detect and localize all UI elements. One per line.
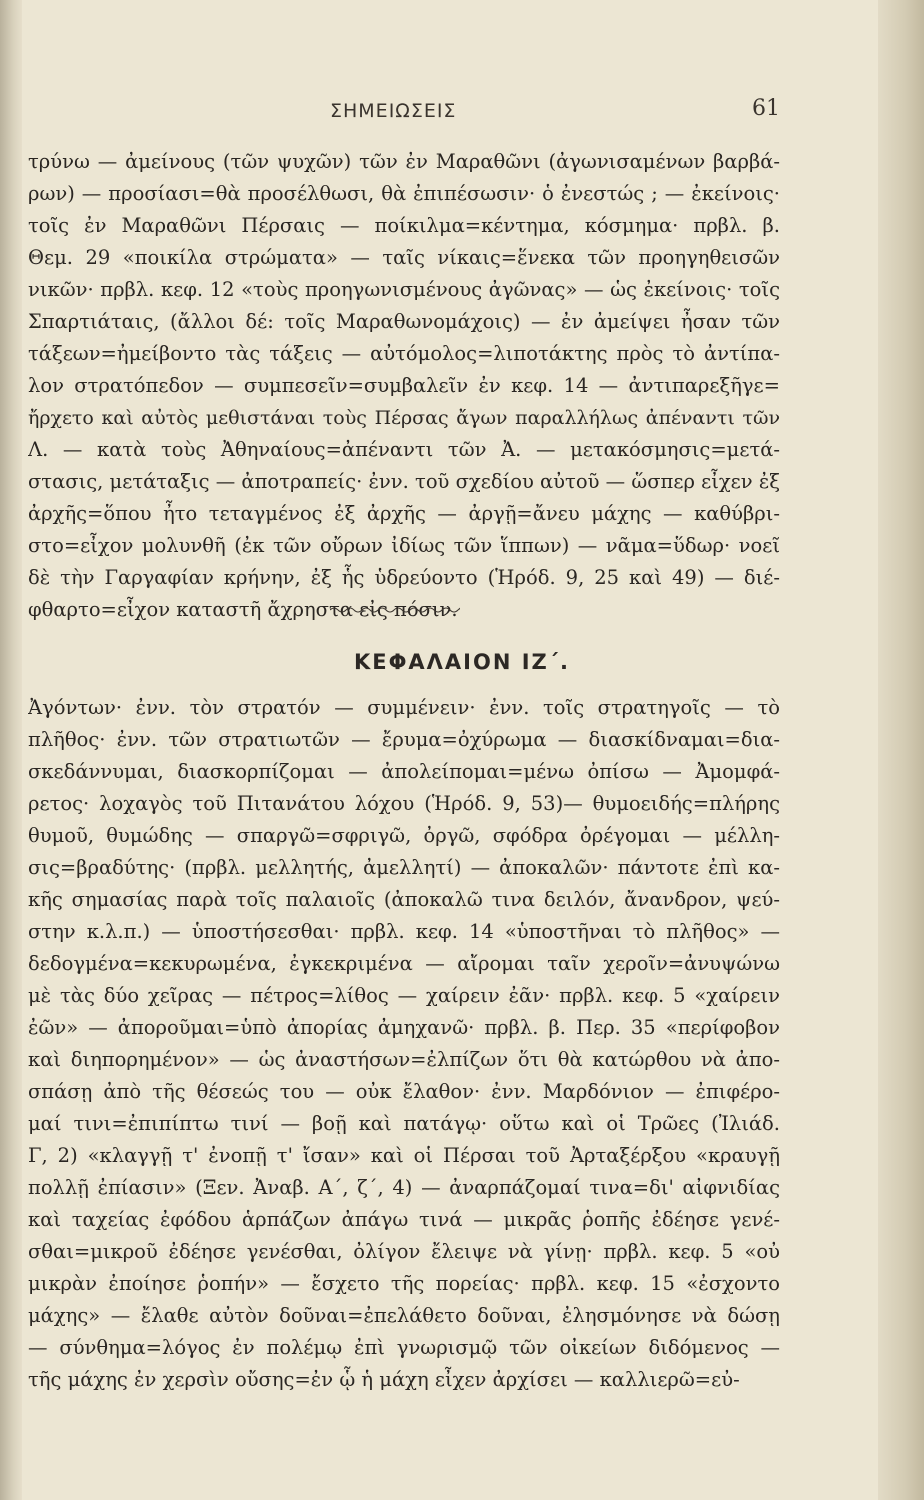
page-gutter [0, 0, 22, 1500]
text-line: λον στρατόπεδον — συμπεσεῖν=συμβαλεῖν ἐν κεφ. 14 — ἀντιπαρεξῆγε= [28, 374, 780, 397]
text-line: Γ, 2) «κλαγγῇ τ' ἐνοπῇ τ' ἴσαν» καὶ οἱ Πέρσαι τοῦ Ἀρταξέρξου «κραυγῇ [28, 1144, 780, 1167]
text-line: μὲ τὰς δύο χεῖρας — πέτρος=λίθος — χαίρειν ἐᾶν· πρβλ. κεφ. 5 «χαίρειν [28, 984, 780, 1007]
text-line: Θεμ. 29 «ποικίλα στρώματα» — ταῖς νίκαις=ἕνεκα τῶν προηγηθεισῶν [28, 246, 780, 269]
text-line: ἀρχῆς=ὅπου ἦτο τεταγμένος ἐξ ἀρχῆς — ἀργῇ=ἄνευ μάχης — καθύβρι- [28, 502, 780, 525]
text-line: Λ. — κατὰ τοὺς Ἀθηναίους=ἀπέναντι τῶν Ἀ. — μετακόσμησις=μετά- [28, 438, 780, 461]
text-line: μαί τινι=ἐπιπίπτω τινί — βοῇ καὶ πατάγῳ· οὕτω καὶ οἱ Τρῶες (Ἰλιάδ. [28, 1112, 780, 1135]
text-line: τοῖς ἐν Μαραθῶνι Πέρσαις — ποίκιλμα=κέντημα, κόσμημα· πρβλ. β. [28, 214, 780, 237]
text-line: τῆς μάχης ἐν χερσὶν οὔσης=ἐν ᾧ ἡ μάχη εἶχεν ἀρχίσει — καλλιερῶ=εὐ- [28, 1368, 740, 1391]
text-line: κῆς σημασίας παρὰ τοῖς παλαιοῖς (ἀποκαλῶ τινα δειλόν, ἄνανδρον, ψεύ- [28, 888, 780, 911]
text-line: φθαρτο=εἶχον καταστῆ ἄχρηστα εἰς πόσιν. [28, 598, 458, 621]
text-line: πλῆθος· ἐνν. τῶν στρατιωτῶν — ἔρυμα=ὀχύρωμα — διασκίδναμαι=δια- [28, 728, 780, 751]
text-line: στασις, μετάταξις — ἀποτραπείς· ἐνν. τοῦ σχεδίου αὐτοῦ — ὥσπερ εἶχεν ἐξ [28, 470, 780, 493]
text-line: καὶ διηπορημένον» — ὡς ἀναστήσων=ἐλπίζων ὅτι θὰ κατώρθου νὰ ἀπο- [28, 1048, 780, 1071]
text-line: στην κ.λ.π.) — ὑποστήσεσθαι· πρβλ. κεφ. 14 «ὑποστῆναι τὸ πλῆθος» — [28, 920, 780, 943]
chapter-title: ΚΕΦΑΛΑΙΟΝ ΙΖ΄. [353, 650, 571, 674]
text-line: Ἀγόντων· ἐνν. τὸν στρατόν — συμμένειν· ἐνν. τοῖς στρατηγοῖς — τὸ [28, 696, 780, 719]
text-line: σπάσῃ ἀπὸ τῆς θέσεώς του — οὐκ ἔλαθον· ἐνν. Μαρδόνιον — ἐπιφέρο- [28, 1080, 780, 1103]
page-header [0, 96, 924, 126]
text-line: πολλῇ ἐπίασιν» (Ξεν. Ἀναβ. Α΄, ζ΄, 4) — ἀναρπάζομαί τινα=δι' αἰφνιδίας [28, 1176, 780, 1199]
text-line: — σύνθημα=λόγος ἐν πολέμῳ ἐπὶ γνωρισμῷ τῶν οἰκείων διδόμενος — [28, 1336, 780, 1359]
ornamental-divider [330, 606, 460, 614]
text-line: σις=βραδύτης· (πρβλ. μελλητής, ἀμελλητί) — ἀποκαλῶν· πάντοτε ἐπὶ κα- [28, 856, 780, 879]
running-head: ΣΗΜΕΙΩΣΕΙΣ [330, 100, 457, 122]
text-line: Σπαρτιάταις, (ἄλλοι δέ: τοῖς Μαραθωνομάχοις) — ἐν ἀμείψει ἦσαν τῶν [28, 310, 780, 333]
text-line: ρων) — προσίασι=θὰ προσέλθωσι, θὰ ἐπιπέσωσιν· ὁ ἐνεστώς ; — ἐκείνοις· [28, 182, 780, 205]
text-line: νικῶν· πρβλ. κεφ. 12 «τοὺς προηγωνισμένους ἀγῶνας» — ὡς ἐκείνοις· τοῖς [28, 278, 780, 301]
text-line: θυμοῦ, θυμώδης — σπαργῶ=σφριγῶ, ὀργῶ, σφόδρα ὀρέγομαι — μέλλη- [28, 824, 780, 847]
text-line: ἤρχετο καὶ αὐτὸς μεθιστάναι τοὺς Πέρσας ἄγων παραλλήλως ἀπέναντι τῶν [28, 407, 780, 429]
text-line: στο=εἶχον μολυνθῆ (ἐκ τῶν οὔρων ἰδίως τῶν ἵππων) — νᾶμα=ὕδωρ· νοεῖ [28, 534, 780, 557]
page-edge [878, 0, 924, 1500]
text-line: καὶ ταχείας ἐφόδου ἁρπάζων ἀπάγω τινά — μικρᾶς ῥοπῆς ἐδέησε γενέ- [28, 1208, 780, 1231]
text-line: ρετος· λοχαγὸς τοῦ Πιτανάτου λόχου (Ἡρόδ. 9, 53)— θυμοειδής=πλήρης [28, 792, 780, 815]
text-line: σθαι=μικροῦ ἐδέησε γενέσθαι, ὀλίγον ἔλειψε νὰ γίνῃ· πρβλ. κεφ. 5 «οὐ [28, 1240, 780, 1263]
text-line: ἐῶν» — ἀποροῦμαι=ὑπὸ ἀπορίας ἀμηχανῶ· πρβλ. β. Περ. 35 «περίφοβον [28, 1016, 780, 1039]
text-line: τρύνω — ἀμείνους (τῶν ψυχῶν) τῶν ἐν Μαραθῶνι (ἀγωνισαμένων βαρβά- [28, 150, 780, 173]
text-line: δὲ τὴν Γαργαφίαν κρήνην, ἐξ ἧς ὑδρεύοντο (Ἡρόδ. 9, 25 καὶ 49) — διέ- [28, 566, 780, 589]
page-number: 61 [752, 96, 780, 121]
text-line: δεδογμένα=κεκυρωμένα, ἐγκεκριμένα — αἴρομαι ταῖν χεροῖν=ἀνυψώνω [28, 952, 780, 975]
text-line: μικρὰν ἐποίησε ῥοπήν» — ἔσχετο τῆς πορείας· πρβλ. κεφ. 15 «ἐσχοντο [28, 1272, 780, 1295]
notes-section-2 [28, 692, 780, 1396]
text-line: μάχης» — ἔλαθε αὐτὸν δοῦναι=ἐπελάθετο δοῦναι, ἐλησμόνησε νὰ δώσῃ [28, 1304, 780, 1327]
notes-section-1 [28, 146, 780, 626]
text-line: σκεδάννυμαι, διασκορπίζομαι — ἀπολείπομαι=μένω ὀπίσω — Ἀμομφά- [28, 760, 780, 783]
text-line: τάξεων=ἠμείβοντο τὰς τάξεις — αὐτόμολος=λιποτάκτης πρὸς τὸ ἀντίπα- [28, 342, 780, 365]
